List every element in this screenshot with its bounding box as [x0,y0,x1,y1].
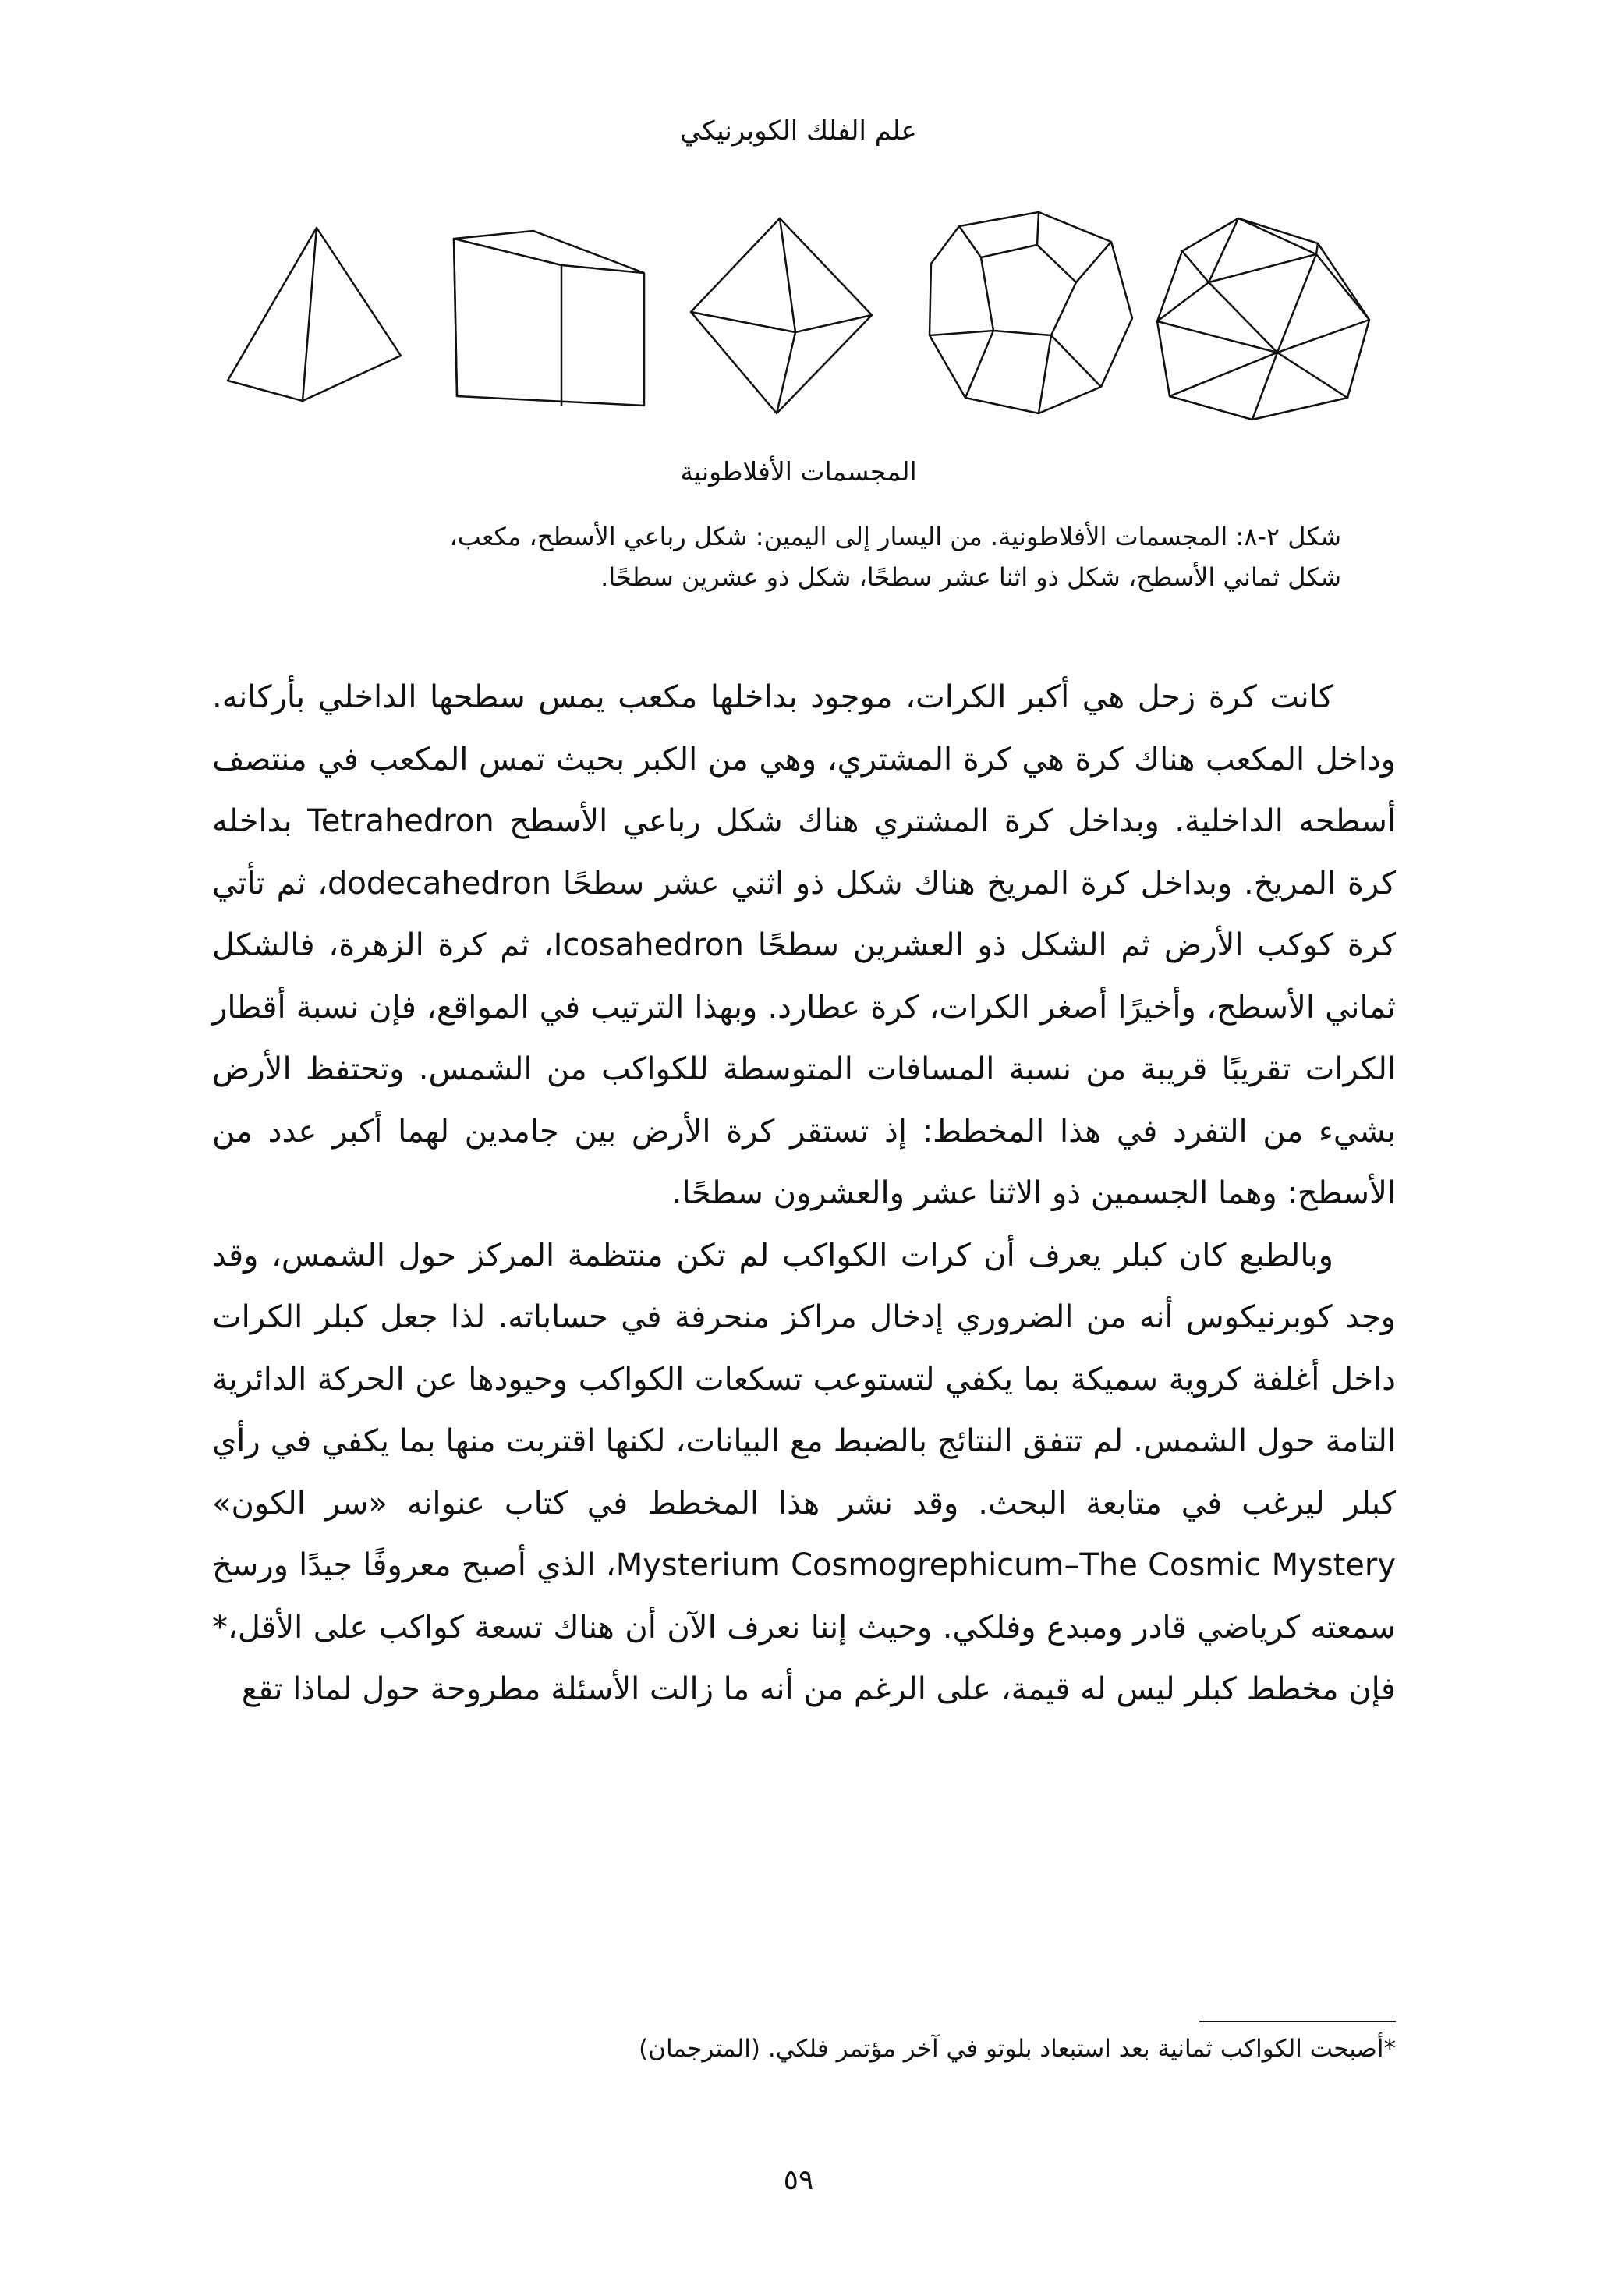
paragraph: وبالطبع كان كبلر يعرف أن كرات الكواكب لم تكن منتظمة المركز حول الشمس، وقد وجد كوبرنيكوس أنه من الضروري إدخال مراكز منحرفة في حساباته. لذا جعل كبلر الكرات داخل أغلفة كروية سميكة بما يكفي لتستوعب تسكعات الكواكب وحيودها عن الحركة الدائرية التامة حول الشمس. لم تتفق النتائج بالضبط مع البيانات، لكنها اقتربت منها بما يكفي في رأي كبلر ليرغب في متابعة البحث. وقد نشر هذا المخطط في كتاب عنوانه «سر الكون» Mysterium Cosmogrephicum–The Cosmic Mystery، الذي أصبح معروفًا جيدًا ورسخ سمعته كرياضي قادر ومبدع وفلكي. وحيث إننا نعرف الآن أن هناك تسعة كواكب على الأقل،* فإن مخطط كبلر ليس له قيمة، على الرغم من أنه ما زالت الأسئلة مطروحة حول لماذا تقع [212,1237,1396,1707]
figure-caption [265,516,1341,597]
cube-drawing [454,231,644,406]
paragraph: كانت كرة زحل هي أكبر الكرات، موجود بداخلها مكعب يمس سطحها الداخلي بأركانه. وداخل المكعب هناك كرة هي كرة المشتري، وهي من الكبر بحيث تمس المكعب في منتصف أسطحه الداخلية. وبداخل كرة المشتري هناك شكل رباعي الأسطح Tetrahedron بداخله كرة المريخ. وبداخل كرة المريخ هناك شكل ذو اثني عشر سطحًا dodecahedron، ثم تأتي كرة كوكب الأرض ثم الشكل ذو العشرين سطحًا Icosahedron، ثم كرة الزهرة، فالشكل ثماني الأسطح، وأخيرًا أصغر الكرات، كرة عطارد. وبهذا الترتيب في المواقع، فإن نسبة أقطار الكرات تقريبًا قريبة من نسبة المسافات المتوسطة للكواكب من الشمس. وتحتفظ الأرض بشيء من التفرد في هذا المخطط: إذ تستقر كرة الأرض بين جامدين لهما أكبر عدد من الأسطح: وهما الجسمين ذو الاثنا عشر والعشرون سطحًا. [212,679,1397,1211]
caption-line: شكل ثماني الأسطح، شكل ذو اثنا عشر سطحًا، شكل ذو عشرين سطحًا. [600,562,1341,592]
octahedron-drawing [691,218,872,413]
platonic-solids-figure [211,211,1404,421]
icosahedron-drawing [1157,218,1369,420]
running-head: علم الفلك الكوبرنيكي [680,115,917,147]
page-number: ٥٩ [783,2164,814,2196]
caption-line: شكل ٢-٨: المجسمات الأفلاطونية. من اليسار إلى اليمين: شكل رباعي الأسطح، مكعب، [449,522,1341,551]
footnote-divider [1199,2021,1396,2022]
footnote: *أصبحت الكواكب ثمانية بعد استبعاد بلوتو في آخر مؤتمر فلكي. (المترجمان) [639,2035,1396,2063]
dodecahedron-drawing [930,212,1132,413]
figure-label: المجسمات الأفلاطونية [680,456,917,487]
body-text [212,667,1396,1721]
tetrahedron-drawing [228,228,401,401]
